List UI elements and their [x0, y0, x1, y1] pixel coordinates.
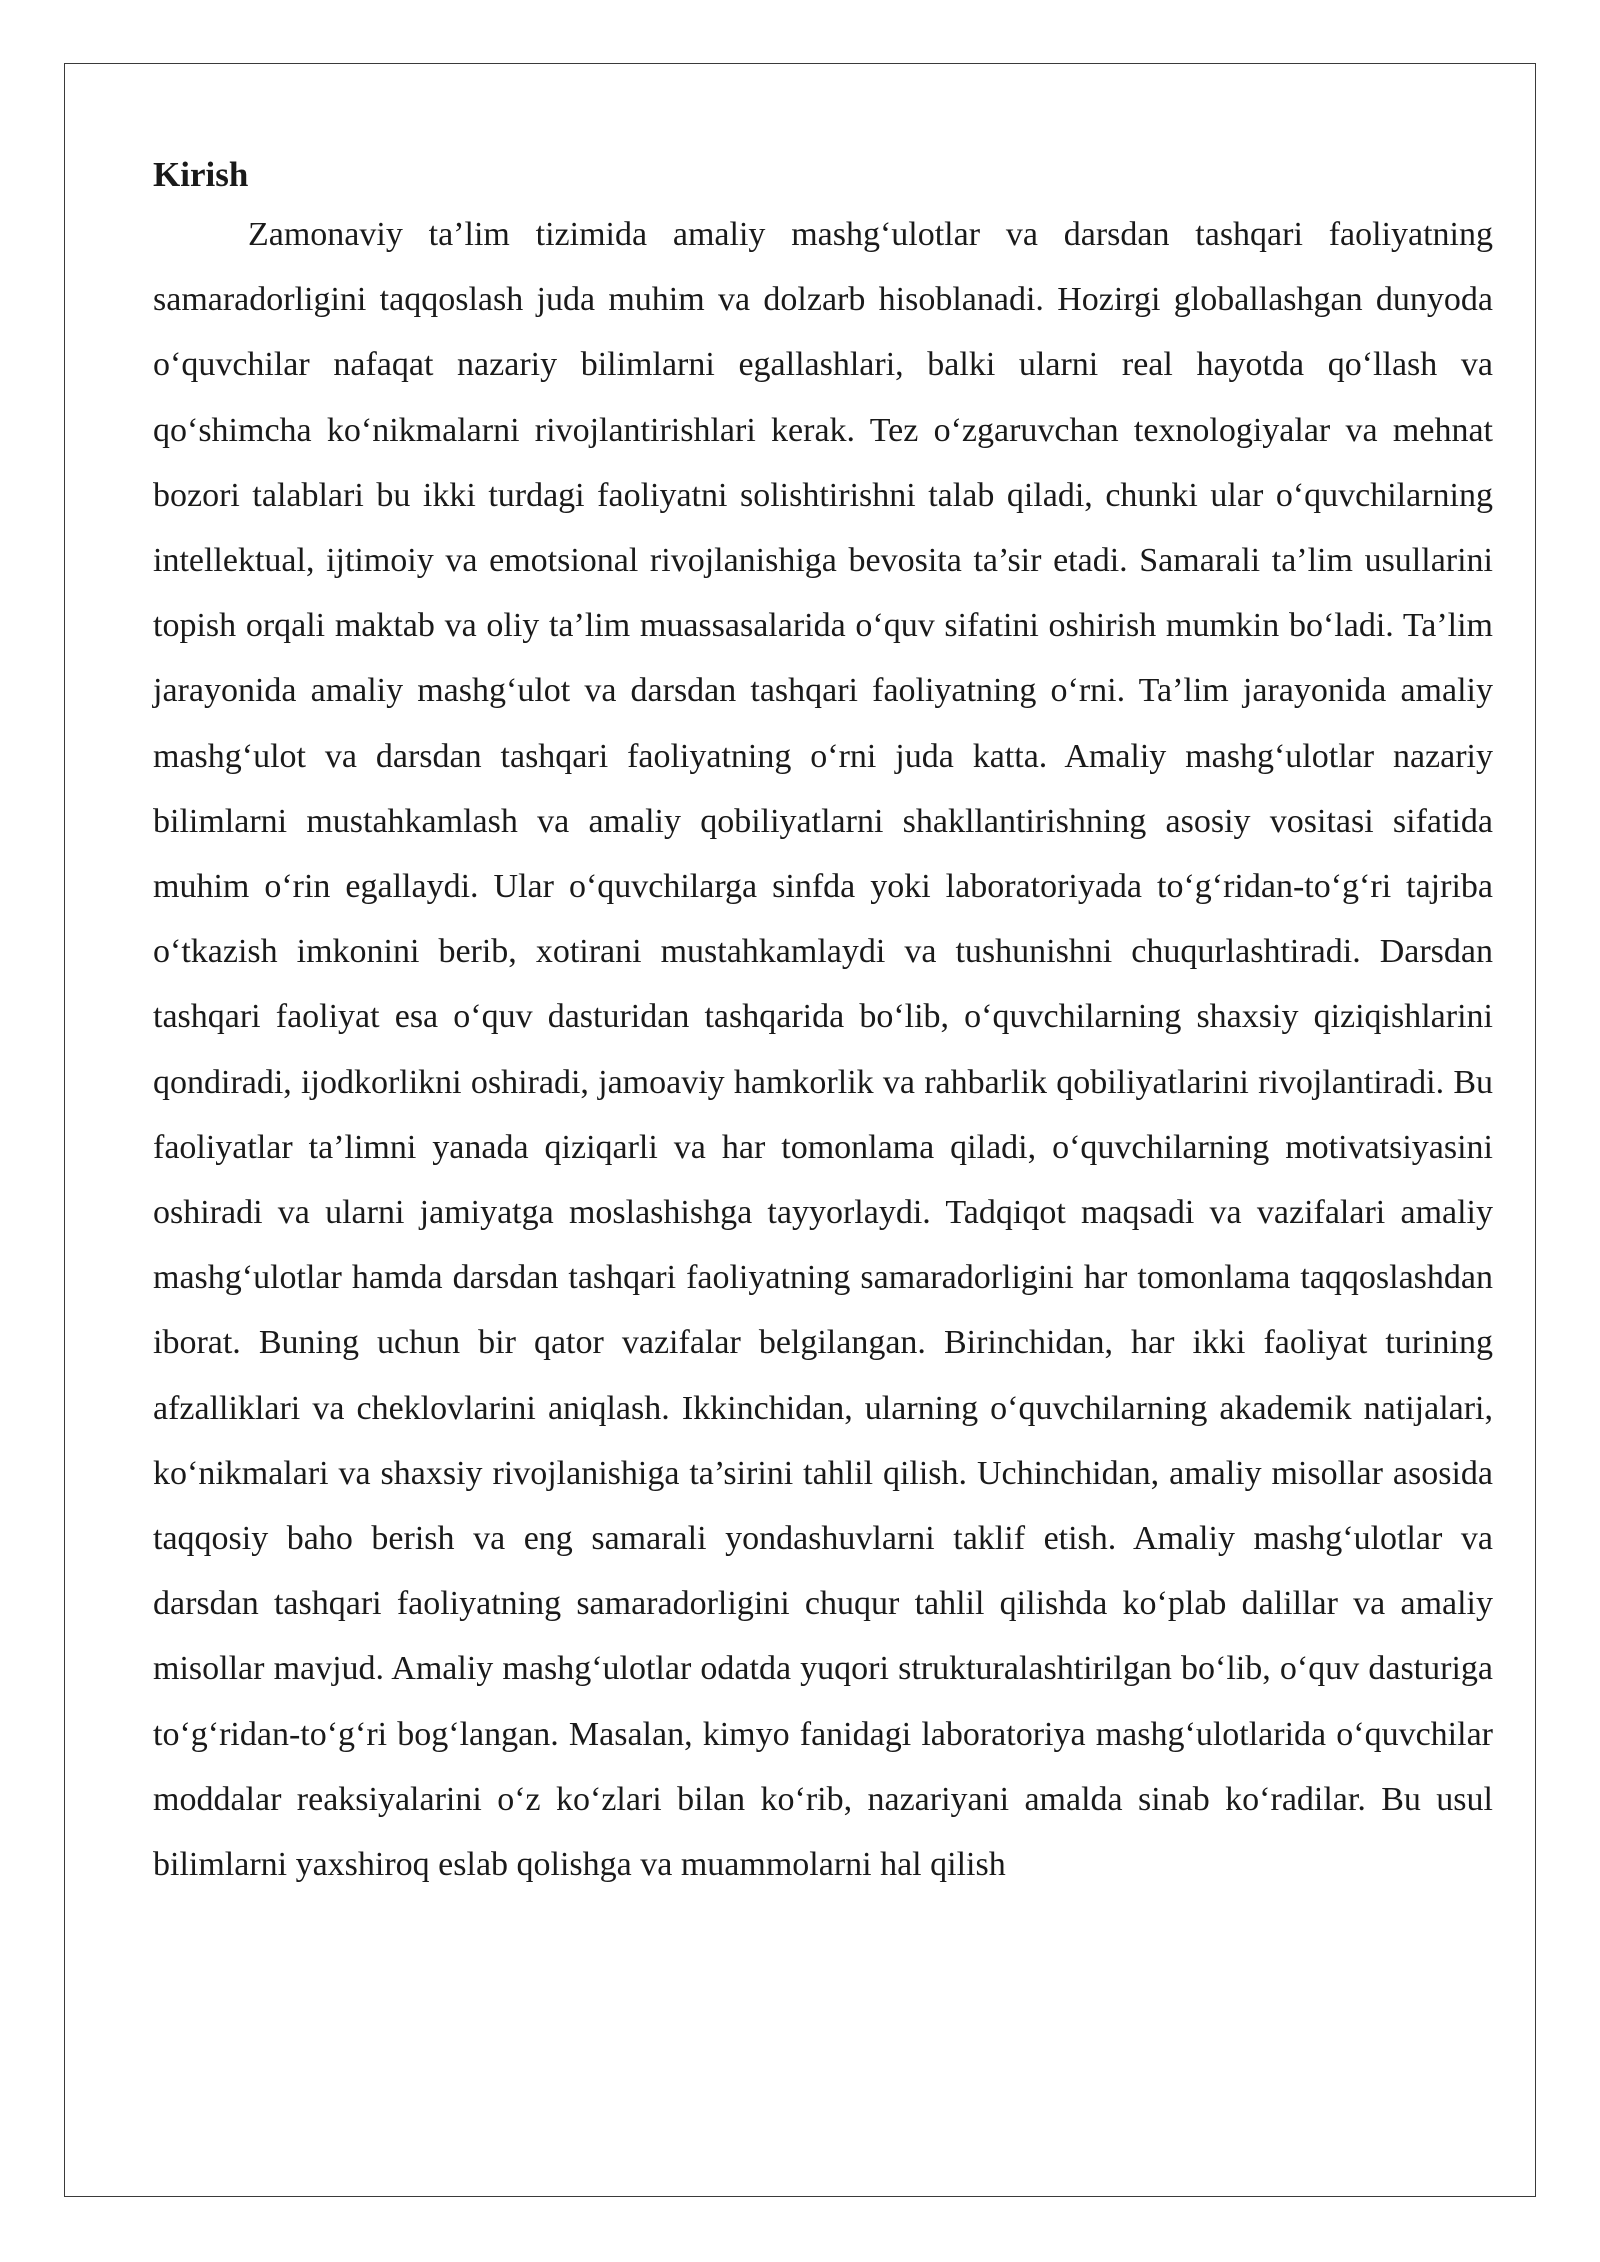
body-paragraph: Zamonaviy ta’lim tizimida amaliy mashg‘ulotlar va darsdan tashqari faoliyatning samaradorligini taqqoslash juda muhim va dolzarb hisoblanadi. Hozirgi globallashgan dunyoda o‘quvchilar nafaqat nazariy bilimlarni egallashlari, balki ularni real hayotda qo‘llash va qo‘shimcha ko‘nikmalarni rivojlantirishlari kerak. Tez o‘zgaruvchan texnologiyalar va mehnat bozori talablari bu ikki turdagi faoliyatni solishtirishni talab qiladi, chunki ular o‘quvchilarning intellektual, ijtimoiy va emotsional rivojlanishiga bevosita ta’sir etadi. Samarali ta’lim usullarini topish orqali maktab va oliy ta’lim muassasalarida o‘quv sifatini oshirish mumkin bo‘ladi. Ta’lim jarayonida amaliy mashg‘ulot va darsdan tashqari faoliyatning o‘rni. Ta’lim jarayonida amaliy mashg‘ulot va darsdan tashqari faoliyatning o‘rni juda katta. Amaliy mashg‘ulotlar nazariy bilimlarni mustahkamlash va amaliy qobiliyatlarni shakllantirishning asosiy vositasi sifatida muhim o‘rin egallaydi. Ular o‘quvchilarga sinfda yoki laboratoriyada to‘g‘ridan-to‘g‘ri tajriba o‘tkazish imkonini berib, xotirani mustahkamlaydi va tushunishni chuqurlashtiradi. Darsdan tashqari faoliyat esa o‘quv dasturidan tashqarida bo‘lib, o‘quvchilarning shaxsiy qiziqishlarini qondiradi, ijodkorlikni oshiradi, jamoaviy hamkorlik va rahbarlik qobiliyatlarini rivojlantiradi. Bu faoliyatlar ta’limni yanada qiziqarli va har tomonlama qiladi, o‘quvchilarning motivatsiyasini oshiradi va ularni jamiyatga moslashishga tayyorlaydi. Tadqiqot maqsadi va vazifalari amaliy mashg‘ulotlar hamda darsdan tashqari faoliyatning samaradorligini har tomonlama taqqoslashdan iborat. Buning uchun bir qator vazifalar belgilangan. Birinchidan, har ikki faoliyat turining afzalliklari va cheklovlarini aniqlash. Ikkinchidan, ularning o‘quvchilarning akademik natijalari, ko‘nikmalari va shaxsiy rivojlanishiga ta’sirini tahlil qilish. Uchinchidan, amaliy misollar asosida taqqosiy baho berish va eng samarali yondashuvlarni taklif etish. Amaliy mashg‘ulotlar va darsdan tashqari faoliyatning samaradorligini chuqur tahlil qilishda ko‘plab dalillar va amaliy misollar mavjud. Amaliy mashg‘ulotlar odatda yuqori strukturalashtirilgan bo‘lib, o‘quv dasturiga to‘g‘ridan-to‘g‘ri bog‘langan. Masalan, kimyo fanidagi laboratoriya mashg‘ulotlarida o‘quvchilar moddalar reaksiyalarini o‘z ko‘zlari bilan ko‘rib, nazariyani amalda sinab ko‘radilar. Bu usul bilimlarni yaxshiroq eslab qolishga va muammolarni hal qilish	[153, 216, 1493, 1884]
section-heading: Kirish	[153, 155, 249, 194]
document-body	[153, 148, 1493, 1897]
